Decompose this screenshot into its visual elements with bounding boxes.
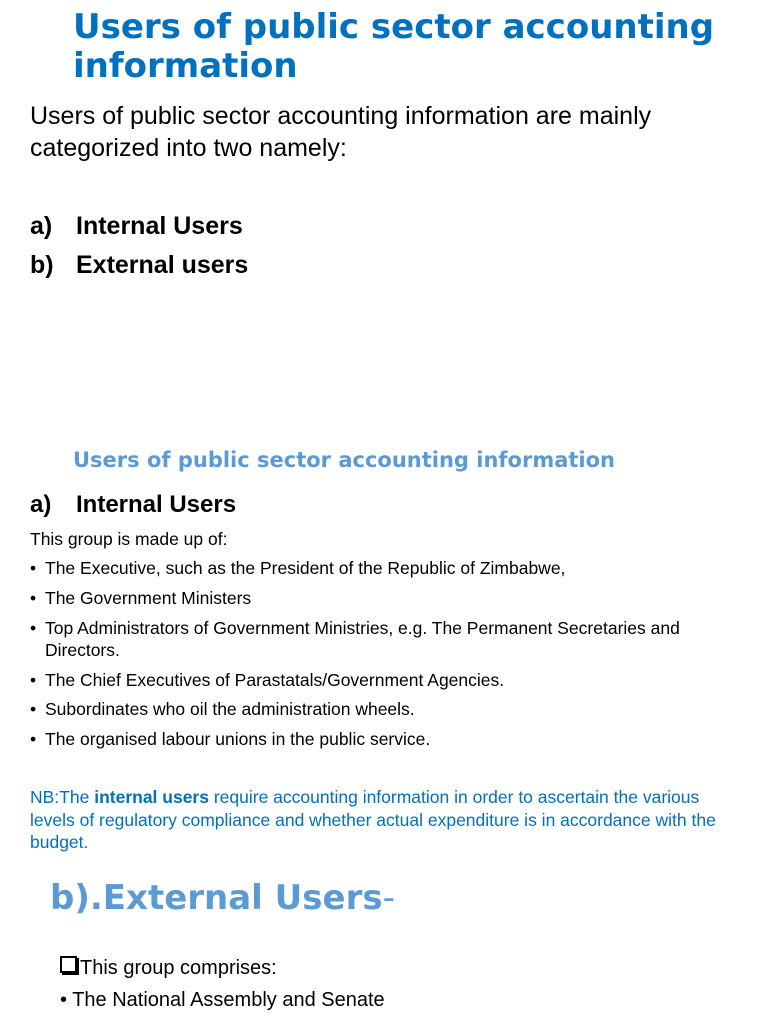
list-item-external: [30, 250, 248, 280]
section-letter: a): [30, 491, 52, 518]
bullet-icon: •: [30, 699, 37, 719]
comprises-line: This group comprises:: [60, 955, 277, 981]
nb-bold: internal users: [94, 787, 209, 807]
list-item: • The Chief Executives of Parastatals/Government Agencies.: [30, 670, 505, 690]
slide1-intro: Users of public sector accounting information are mainly categorized into two namely:: [30, 102, 652, 162]
group-intro: This group is made up of:: [30, 529, 228, 549]
bullet-icon: •: [30, 729, 37, 749]
nb-note: NB:The internal users require accounting information in order to ascertain the various levels of regulatory compliance and whether actual expenditure is in accordance with the budget.: [30, 787, 716, 852]
slide1-title: Users of public sector accounting information: [73, 7, 715, 86]
bullet-icon: •: [60, 989, 68, 1011]
list-letter: a): [30, 212, 53, 240]
slide3-title: b).External Users-: [50, 878, 395, 918]
slide2-title: Users of public sector accounting information: [73, 448, 615, 472]
checkbox-icon: [60, 956, 77, 973]
list-item: • Top Administrators of Government Ministries, e.g. The Permanent Secretaries and Directors.: [30, 618, 680, 660]
bullet-icon: •: [30, 558, 37, 578]
list-item-internal: [30, 211, 243, 241]
list-item: • The Government Ministers: [30, 588, 252, 608]
list-letter: b): [30, 251, 54, 279]
bullet-icon: •: [30, 588, 37, 608]
bullet-icon: •: [30, 618, 37, 638]
list-item: • The National Assembly and Senate: [60, 989, 385, 1011]
list-label: Internal Users: [76, 212, 243, 240]
list-item: • The organised labour unions in the public service.: [30, 729, 431, 749]
list-item: • The Executive, such as the President of the Republic of Zimbabwe,: [30, 558, 566, 578]
section-heading-internal: [30, 490, 236, 520]
section-label: Internal Users: [76, 491, 237, 518]
list-label: External users: [76, 251, 249, 279]
bullet-icon: •: [30, 670, 37, 690]
list-item: • Subordinates who oil the administration wheels.: [30, 699, 415, 719]
